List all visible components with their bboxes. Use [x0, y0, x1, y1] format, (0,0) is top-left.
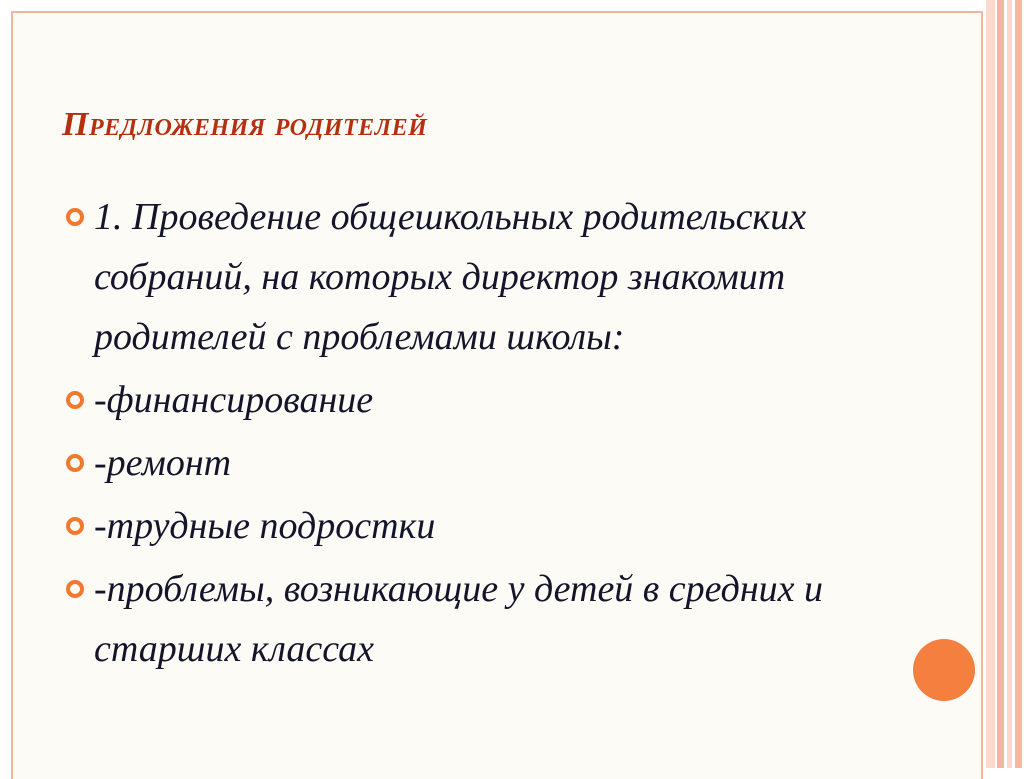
stripe — [986, 0, 995, 768]
ring-bullet-icon — [66, 391, 84, 409]
list-item-text: -финансирование — [94, 379, 374, 421]
stripe — [1015, 0, 1022, 768]
list-item — [66, 559, 896, 679]
ring-bullet-icon — [66, 454, 84, 472]
ring-bullet-icon — [66, 580, 84, 598]
decorative-stripes — [983, 0, 1024, 768]
ring-bullet-icon — [66, 517, 84, 535]
ring-bullet-icon — [66, 208, 84, 226]
list-item-text: -проблемы, возникающие у детей в средних и старших классах — [94, 568, 824, 670]
list-item-text: 1. Проведение общешкольных родительских собраний, на которых директор знакомит родителей с проблемами школы: — [94, 196, 807, 358]
bullet-list — [66, 187, 896, 679]
list-item — [66, 187, 896, 367]
stripe — [1007, 0, 1012, 768]
list-item — [66, 370, 896, 430]
list-item-text: -ремонт — [94, 442, 232, 484]
orange-circle-icon — [913, 639, 975, 701]
slide-title: Предложения родителей — [62, 106, 428, 143]
list-item — [66, 496, 896, 556]
list-item — [66, 433, 896, 493]
stripe — [997, 0, 1004, 768]
list-item-text: -трудные подростки — [94, 505, 436, 547]
